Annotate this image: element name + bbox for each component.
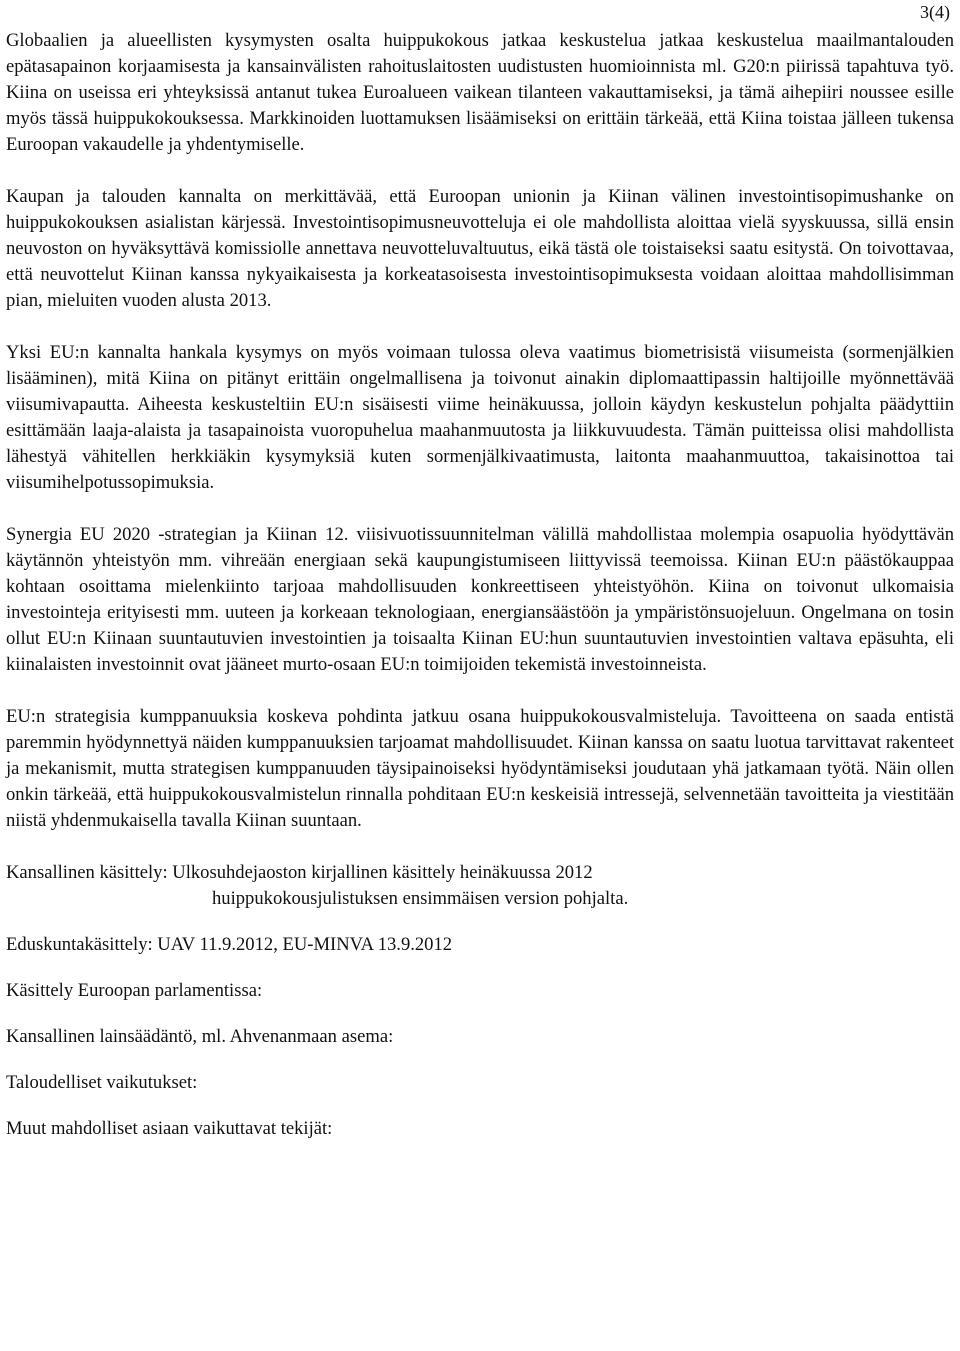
paragraph-trade-investment: Kaupan ja talouden kannalta on merkittävää, että Euroopan unionin ja Kiinan välinen investointisopimushanke on huippukokouksen asialistan kärjessä. Investointisopimusneuvotteluja ei ole mahdollista aloittaa vielä syyskuussa, sillä ensin neuvoston on hyväksyttävä komissiolle annettava neuvotteluvaltuutus, eikä tästä ole toistaiseksi saatu esitystä. On toivottavaa, että neuvottelut Kiinan kanssa nykyaikaisesta ja korkeatasoisesta investointisopimuksesta voidaan aloittaa mahdollisimman pian, mieluiten vuoden alusta 2013. — [6, 186, 954, 311]
national-handling-line1: Kansallinen käsittely: Ulkosuhdejaoston kirjallinen käsittely heinäkuussa 2012 — [6, 862, 593, 883]
national-handling-block — [6, 860, 954, 912]
ep-handling-block — [6, 978, 954, 1004]
parliament-handling-block — [6, 932, 954, 958]
economic-effects-block — [6, 1070, 954, 1096]
other-factors-block — [6, 1116, 954, 1142]
paragraph-eu2020-synergy: Synergia EU 2020 -strategian ja Kiinan 12. viisivuotissuunnitelman välillä mahdollistaa molempia osapuolia hyödyttävän käytännön yhteistyön mm. vihreään energiaan sekä kaupungistumiseen liittyvissä teemoissa. Kiinan EU:n päästökauppaa kohtaan osoittama mielenkiinto tarjoaa mahdollisuuden konkreettiseen yhteistyöhön. Kiina on toivonut ulkomaisia investointeja erityisesti mm. uuteen ja korkeaan teknologiaan, energiansäästöön ja ympäristönsuojeluun. Ongelmana on tosin ollut EU:n Kiinaan suuntautuvien investointien ja toisaalta Kiinan EU:hun suuntautuvien investointien valtava epäsuhta, eli kiinalaisten investoinnit ovat jääneet murto-osaan EU:n toimijoiden tekemistä investoinneista. — [6, 524, 954, 675]
other-factors: Muut mahdolliset asiaan vaikuttavat tekijät: — [6, 1118, 333, 1139]
parliament-handling: Eduskuntakäsittely: UAV 11.9.2012, EU-MINVA 13.9.2012 — [6, 934, 453, 955]
legislation-block — [6, 1024, 954, 1050]
legislation: Kansallinen lainsäädäntö, ml. Ahvenanmaan asema: — [6, 1026, 394, 1047]
paragraph-strategic-partnerships: EU:n strategisia kumppanuuksia koskeva pohdinta jatkuu osana huippukokousvalmisteluja. Tavoitteena on saada entistä paremmin hyödynnettyä näiden kumppanuuksien tarjoamat mahdollisuudet. Kiinan kanssa on saatu luotua tarvittavat rakenteet ja mekanismit, mutta strategisen kumppanuuden täysipainoiseksi hyödyntämiseksi joudutaan yhä jatkamaan työtä. Näin ollen onkin tärkeää, että huippukokousvalmistelun rinnalla pohditaan EU:n keskeisiä intressejä, selvennetään tavoitteita ja viestitään niistä yhdenmukaisella tavalla Kiinan suuntaan. — [6, 706, 954, 831]
page-number: 3(4) — [920, 2, 950, 22]
document-body — [6, 28, 954, 1162]
paragraph-visa: Yksi EU:n kannalta hankala kysymys on myös voimaan tulossa oleva vaatimus biometrisistä viisumeista (sormenjälkien lisääminen), mitä Kiina on pitänyt erittäin ongelmallisena ja toivonut ainakin diplomaattipassin haltijoille myönnettävää viisumivapautta. Aiheesta keskusteltiin EU:n sisäisesti viime heinäkuussa, jolloin käydyn keskustelun pohjalta päädyttiin esittämään laaja-alaista ja tasapainoista vuoropuhelua maahanmuutosta ja liikkuvuudesta. Tämän puitteissa olisi mahdollista lähestyä vähitellen herkkiäkin kysymyksiä kuten sormenjälkivaatimusta, laitonta maahanmuuttoa, takaisinottoa tai viisumihelpotussopimuksia. — [6, 342, 954, 493]
ep-handling: Käsittely Euroopan parlamentissa: — [6, 980, 263, 1001]
economic-effects: Taloudelliset vaikutukset: — [6, 1072, 198, 1093]
paragraph-global-issues: Globaalien ja alueellisten kysymysten osalta huippukokous jatkaa keskustelua jatkaa keskustelua maailmantalouden epätasapainon korjaamisesta ja kansainvälisten rahoituslaitosten uudistusten huomioinnista ml. G20:n piirissä tapahtuva työ. Kiina on useissa eri yhteyksissä antanut tukea Euroalueen vaikean tilanteen vakauttamiseksi, ja tämä aihepiiri noussee esille myös tässä huippukokouksessa. Markkinoiden luottamuksen lisäämiseksi on erittäin tärkeää, että Kiina toistaa jälleen tukensa Euroopan vakaudelle ja yhdentymiselle. — [6, 30, 954, 155]
national-handling-line2: huippukokousjulistuksen ensimmäisen version pohjalta. — [212, 888, 629, 909]
